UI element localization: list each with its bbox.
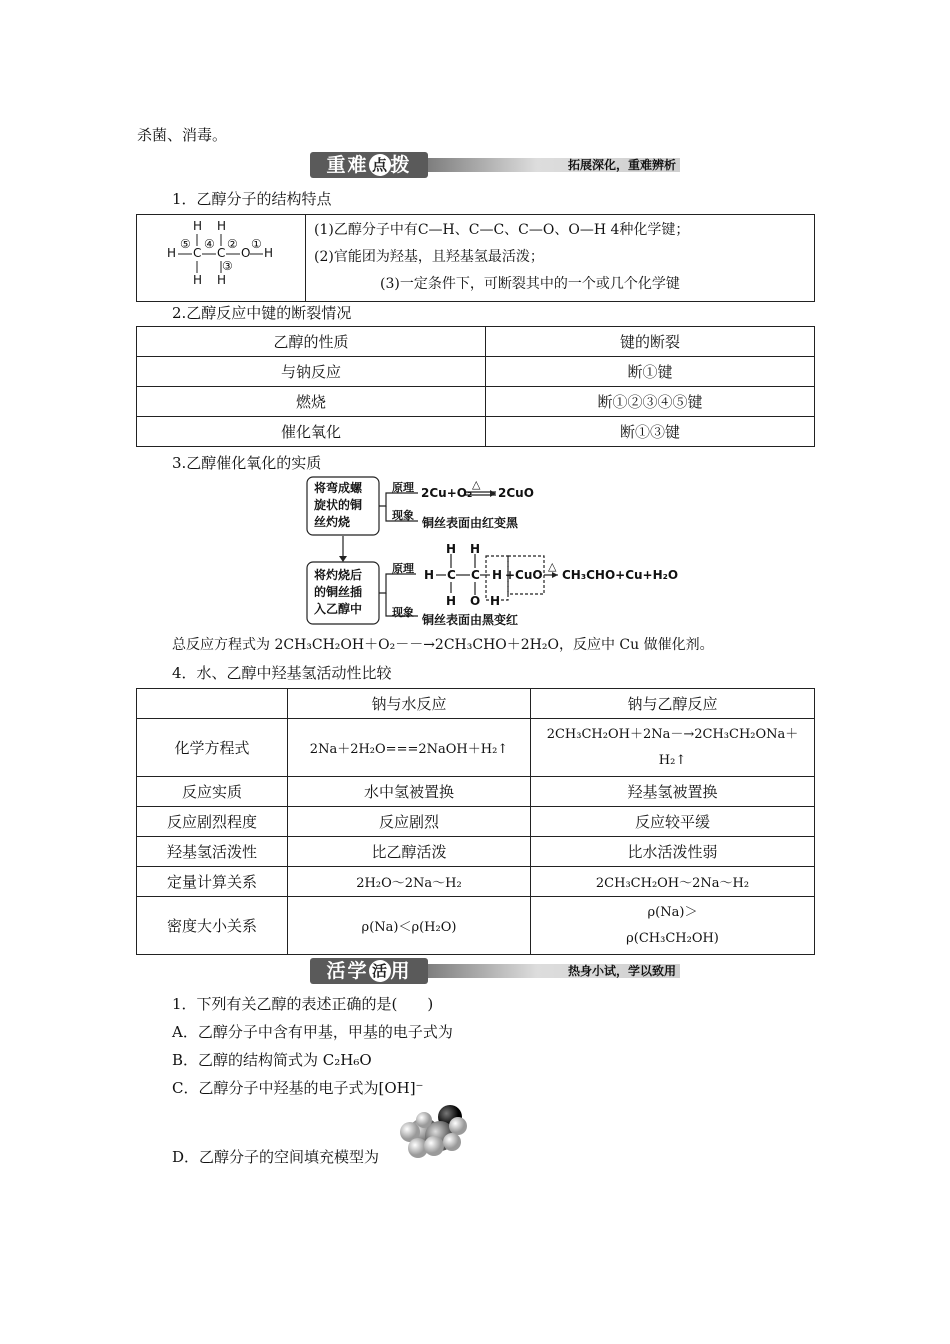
- cuo-reagent: +CuO: [505, 568, 543, 582]
- banner-dot-icon: 点: [369, 154, 391, 176]
- ethanol-cell: ρ(Na)＞ ρ(CH₃CH₂OH): [531, 897, 815, 955]
- water-cell: ρ(Na)＜ρ(H₂O): [288, 897, 531, 955]
- water-cell: 比乙醇活泼: [288, 837, 531, 867]
- table-row: [137, 837, 815, 867]
- banner-title: 活学 活 用: [310, 958, 428, 984]
- ethanol-cell: 2CH₃CH₂OH＋2Na－→2CH₃CH₂ONa＋ H₂↑: [531, 719, 815, 777]
- table-header: 键的断裂: [486, 327, 815, 357]
- table-cell: 催化氧化: [137, 417, 486, 447]
- table-cell: 与钠反应: [137, 357, 486, 387]
- space-filling-model-icon: [396, 1102, 472, 1162]
- table-row: [137, 777, 815, 807]
- section-2-heading: 2.乙醇反应中键的断裂情况: [172, 304, 352, 322]
- ethanol-cell: 羟基氢被置换: [531, 777, 815, 807]
- quiz-option-d: D．乙醇分子的空间填充模型为: [172, 1148, 380, 1166]
- heat-symbol: △: [548, 560, 557, 573]
- table-row: [137, 357, 815, 387]
- table-header: [137, 689, 288, 719]
- table-cell: 燃烧: [137, 387, 486, 417]
- summary-equation: 总反应方程式为 2CH₃CH₂OH＋O₂－－→2CH₃CHO＋2H₂O，反应中 Cu 做催化剂。: [172, 637, 714, 653]
- banner-subtitle: 热身小试，学以致用: [567, 964, 676, 978]
- atom-o: O: [241, 246, 251, 260]
- bond-label-1: ①: [251, 237, 262, 251]
- bond-label-5: ⑤: [180, 237, 191, 251]
- label-phenomenon: 现象: [392, 606, 414, 619]
- atom-h: H: [492, 568, 503, 582]
- table-header: 钠与水反应: [288, 689, 531, 719]
- atom-h: H: [217, 273, 227, 287]
- section-banner-practice: [300, 958, 680, 984]
- bond-label-2: ②: [227, 237, 238, 251]
- structure-notes-cell: [306, 215, 815, 302]
- label-principle: 原理: [392, 562, 414, 575]
- row-label: 反应实质: [137, 777, 288, 807]
- hydroxyl-comparison-table: [136, 688, 815, 955]
- table-row: [137, 417, 815, 447]
- label-phenomenon: 现象: [392, 509, 414, 522]
- phenomenon-2: 铜丝表面由黑变红: [422, 613, 519, 627]
- table-cell: 断①③键: [486, 417, 815, 447]
- step-box-2: 将灼烧后 的铜丝插 入乙醇中: [314, 568, 363, 616]
- heat-symbol: △: [472, 478, 481, 491]
- banner-title: 重难 点 拨: [310, 152, 428, 178]
- row-label: 密度大小关系: [137, 897, 288, 955]
- structure-formula-cell: [137, 215, 306, 302]
- atom-h: H: [446, 594, 457, 608]
- water-cell: 水中氢被置换: [288, 777, 531, 807]
- atom-c: C: [471, 568, 480, 582]
- quiz-option-c: C．乙醇分子中羟基的电子式为[OH]⁻: [172, 1079, 424, 1097]
- quiz-question: 1．下列有关乙醇的表述正确的是( ): [172, 995, 434, 1013]
- atom-h: H: [193, 273, 203, 287]
- atom-c: C: [193, 246, 202, 260]
- table-header: 乙醇的性质: [137, 327, 486, 357]
- atom-h: H: [446, 542, 457, 556]
- table-row: [137, 719, 815, 777]
- atom-c: C: [447, 568, 456, 582]
- quiz-option-a: A．乙醇分子中含有甲基，甲基的电子式为: [172, 1023, 453, 1041]
- quiz-option-b: B．乙醇的结构简式为 C₂H₆O: [172, 1051, 372, 1069]
- bond-label-4: ④: [204, 237, 215, 251]
- atom-h: H: [193, 219, 203, 233]
- bond-lines: [137, 215, 305, 301]
- banner-dot-icon: 活: [369, 960, 391, 982]
- table-row: [137, 867, 815, 897]
- oxidation-diagram: [306, 476, 686, 628]
- atom-h: H: [217, 219, 227, 233]
- row-label: 羟基氢活泼性: [137, 837, 288, 867]
- atom-h: H: [424, 568, 435, 582]
- water-cell: 2H₂O～2Na～H₂: [288, 867, 531, 897]
- row-label: 化学方程式: [137, 719, 288, 777]
- ethanol-cell: 比水活泼性弱: [531, 837, 815, 867]
- section-3-heading: 3.乙醇催化氧化的实质: [172, 454, 322, 472]
- structure-point-1: (1)乙醇分子中有C—H、C—C、C—O、O—H 4种化学键；: [314, 222, 690, 238]
- atom-h: H: [490, 594, 501, 608]
- water-cell: 反应剧烈: [288, 807, 531, 837]
- section-banner-key-points: [300, 152, 680, 178]
- equation-1: 2Cu+O₂: [421, 486, 473, 500]
- atom-h: H: [470, 542, 481, 556]
- table-cell: 断①②③④⑤键: [486, 387, 815, 417]
- water-cell: 2Na＋2H₂O===2NaOH＋H₂↑: [288, 719, 531, 777]
- bond-label-3: ③: [222, 259, 233, 273]
- ethanol-cell: 2CH₃CH₂OH～2Na～H₂: [531, 867, 815, 897]
- label-principle: 原理: [392, 481, 414, 494]
- table-header: 钠与乙醇反应: [531, 689, 815, 719]
- table-row: [137, 807, 815, 837]
- equation-2-product: CH₃CHO+Cu+H₂O: [562, 568, 679, 582]
- ethanol-cell: 反应较平缓: [531, 807, 815, 837]
- phenomenon-1: 铜丝表面由红变黑: [422, 516, 519, 530]
- step-box-1: 将弯成螺 旋状的铜 丝灼烧: [314, 481, 363, 529]
- structure-point-2: (2)官能团为羟基，且羟基氢最活泼；: [314, 249, 544, 265]
- structure-point-3: (3)一定条件下，可断裂其中的一个或几个化学键: [380, 276, 680, 292]
- atom-c: C: [217, 246, 226, 260]
- equation-1-product: 2CuO: [498, 486, 534, 500]
- bond-breaking-table: [136, 326, 815, 447]
- atom-o: O: [470, 594, 481, 608]
- structure-table: [136, 214, 815, 302]
- intro-text: 杀菌、消毒。: [137, 126, 228, 144]
- table-row: [137, 897, 815, 955]
- section-4-heading: 4．水、乙醇中羟基氢活动性比较: [172, 664, 392, 682]
- atom-h: H: [167, 246, 177, 260]
- row-label: 定量计算关系: [137, 867, 288, 897]
- banner-subtitle: 拓展深化，重难辨析: [567, 158, 676, 172]
- table-cell: 断①键: [486, 357, 815, 387]
- atom-h: H: [264, 246, 274, 260]
- section-1-heading: 1．乙醇分子的结构特点: [172, 190, 332, 208]
- row-label: 反应剧烈程度: [137, 807, 288, 837]
- table-row: [137, 387, 815, 417]
